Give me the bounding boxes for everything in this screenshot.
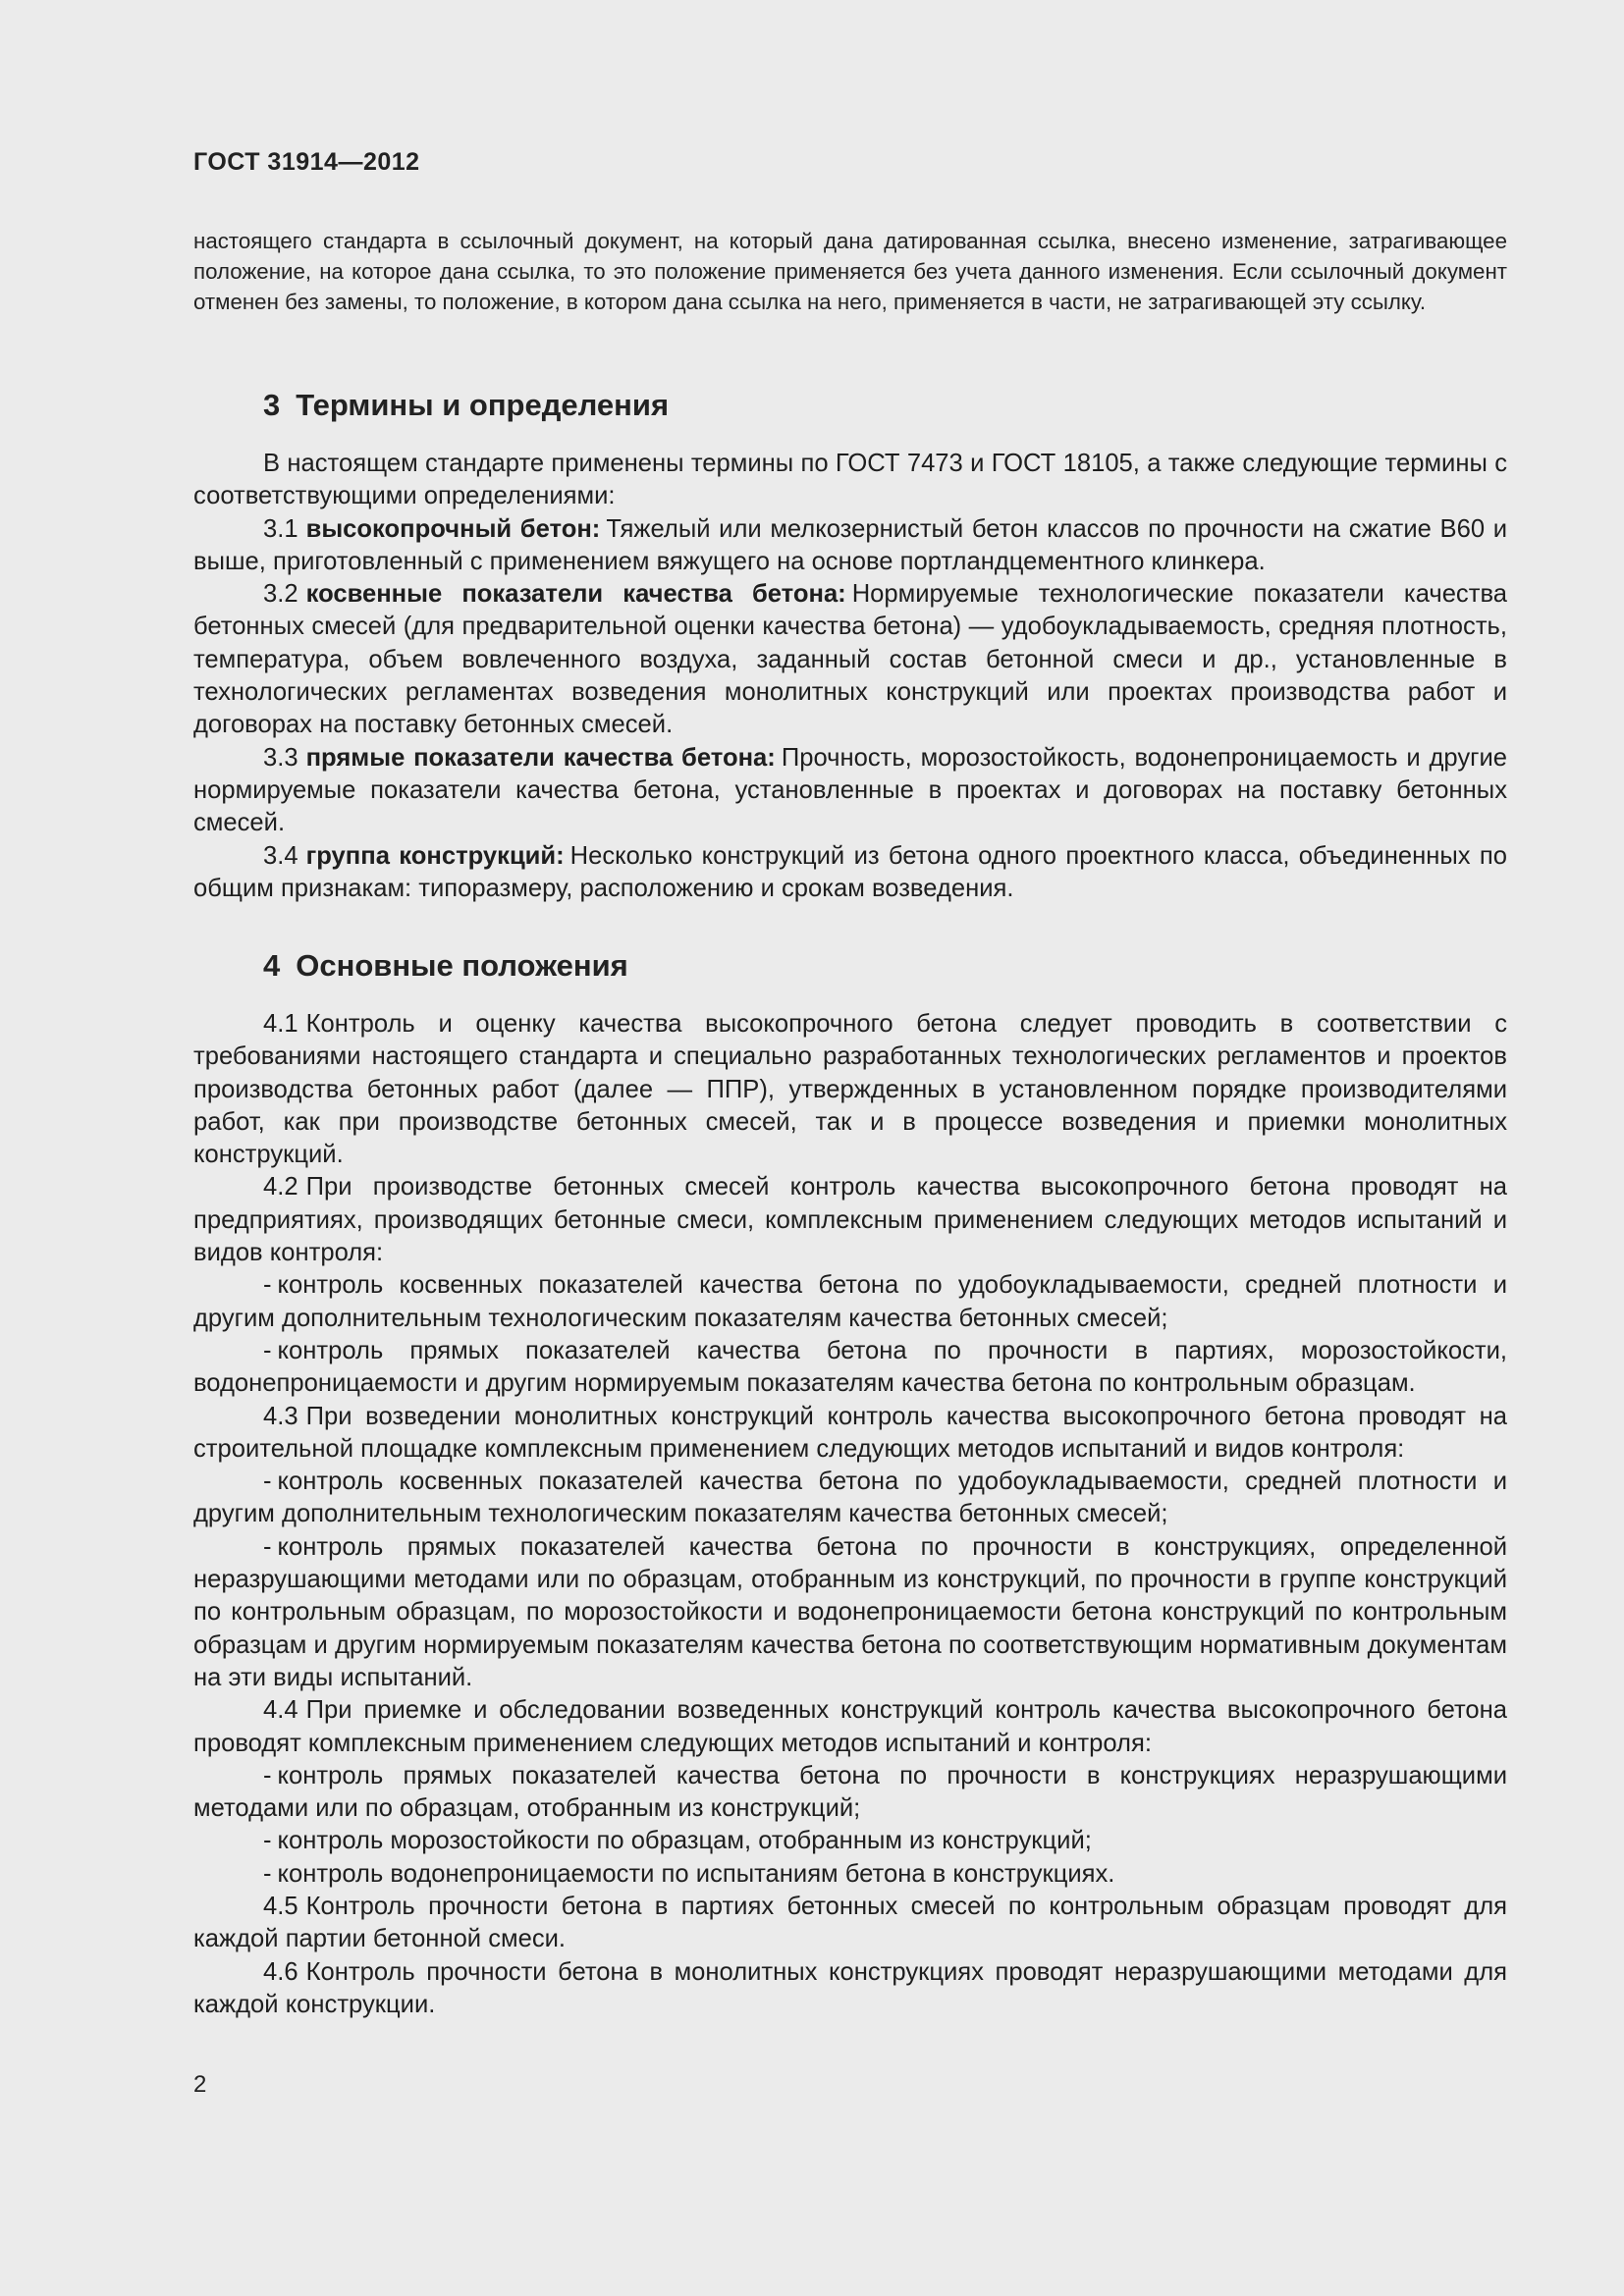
paragraph-text: Контроль прочности бетона в партиях бетонных смесей по контрольным образцам проводят для каждой партии бетонной смеси. — [193, 1893, 1507, 1953]
term-number: 3.2 — [263, 580, 298, 609]
paragraph-number: 4.5 — [263, 1893, 298, 1921]
section-4-body — [193, 1008, 1507, 2021]
paragraph-4-5 — [193, 1891, 1507, 1956]
intro-paragraph: настоящего стандарта в ссылочный документ, на который дана датированная ссылка, внесено изменение, затрагивающее положение, на которое дана ссылка, то это положение применяется без учета данного изменения. Если ссылочный документ отменен без замены, то положение, в котором дана ссылка на него, применяется в части, не затрагивающей эту ссылку. — [193, 229, 1507, 314]
term-name: косвенные показатели качества бетона: — [305, 580, 846, 609]
section-3-lead: В настоящем стандарте применены термины по ГОСТ 7473 и ГОСТ 18105, а также следующие термины с соответствующими определениями: — [193, 450, 1507, 510]
section-3-title: Термины и определения — [296, 388, 670, 422]
list-item — [193, 1269, 1507, 1335]
term-name: прямые показатели качества бетона: — [305, 743, 776, 772]
term-number: 3.3 — [263, 743, 298, 772]
paragraph-4-1 — [193, 1008, 1507, 1171]
document-id-header: ГОСТ 31914—2012 — [193, 148, 420, 176]
list-item — [193, 1466, 1507, 1531]
term-definition: Тяжелый или мелкозернистый бетон классов по прочности на сжатие В60 и выше, приготовленный с применением вяжущего на основе портландцементного клинкера. — [193, 514, 1507, 575]
list-dash: - — [263, 1761, 272, 1789]
section-3-number: 3 — [263, 388, 281, 422]
paragraph-4-4 — [193, 1694, 1507, 1760]
term-3-1 — [193, 513, 1507, 579]
term-3-3 — [193, 742, 1507, 840]
paragraph-number: 4.3 — [263, 1402, 298, 1430]
section-4-number: 4 — [263, 948, 281, 983]
paragraph-number: 4.6 — [263, 1957, 298, 1986]
list-dash: - — [263, 1532, 272, 1561]
term-number: 3.1 — [263, 514, 298, 543]
section-4-title: Основные положения — [296, 948, 628, 983]
list-item-text: контроль прямых показателей качества бетона по прочности в партиях, морозостойкости, водонепроницаемости и другим нормируемым показателям качества бетона по контрольным образцам. — [193, 1336, 1507, 1398]
list-item-text: контроль водонепроницаемости по испытаниям бетона в конструкциях. — [277, 1859, 1115, 1888]
paragraph-text: При производстве бетонных смесей контроль качества высокопрочного бетона проводят на предприятиях, производящих бетонные смеси, комплексным применением следующих методов испытаний и видов контроля: — [193, 1173, 1507, 1267]
list-item — [193, 1335, 1507, 1401]
paragraph-number: 4.4 — [263, 1696, 298, 1725]
section-3-heading — [263, 388, 669, 423]
list-dash: - — [263, 1271, 272, 1300]
term-number: 3.4 — [263, 841, 298, 870]
list-item-text: контроль косвенных показателей качества бетона по удобоукладываемости, средней плотности и другим дополнительным технологическим показателям качества бетонных смесей; — [193, 1468, 1507, 1528]
paragraph-text: Контроль и оценку качества высокопрочного бетона следует проводить в соответствии с требованиями настоящего стандарта и специально разработанных технологических регламентов и проектов производства бетонных работ (далее — ППР), утвержденных в установленном порядке производителями работ, как при производстве бетонных смесей, так и в процессе возведения и приемки монолитных конструкций. — [193, 1010, 1507, 1169]
term-3-4 — [193, 840, 1507, 906]
list-item — [193, 1825, 1507, 1857]
list-dash: - — [263, 1827, 272, 1855]
list-item-text: контроль прямых показателей качества бетона по прочности в конструкциях неразрушающими методами или по образцам, отобранным из конструкций; — [193, 1761, 1507, 1823]
page-number: 2 — [193, 2071, 207, 2098]
paragraph-number: 4.1 — [263, 1010, 298, 1038]
paragraph-number: 4.2 — [263, 1173, 298, 1201]
paragraph-4-3 — [193, 1401, 1507, 1467]
list-item — [193, 1760, 1507, 1826]
list-item-text: контроль прямых показателей качества бетона по прочности в конструкциях, определенной неразрушающими методами или по образцам, отобранным из конструкций, по прочности в группе конструкций по контрольным образцам, по морозостойкости и водонепроницаемости бетона конструкций по контрольным образцам и другим нормируемым показателям качества бетона по соответствующим нормативным документам на эти виды испытаний. — [193, 1532, 1507, 1691]
list-item-text: контроль морозостойкости по образцам, отобранным из конструкций; — [277, 1827, 1092, 1855]
list-dash: - — [263, 1468, 272, 1496]
paragraph-text: При возведении монолитных конструкций контроль качества высокопрочного бетона проводят на строительной площадке комплексным применением следующих методов испытаний и видов контроля: — [193, 1402, 1507, 1463]
paragraph-4-6 — [193, 1956, 1507, 2022]
term-definition: Несколько конструкций из бетона одного проектного класса, объединенных по общим признакам: типоразмеру, расположению и срокам возведения. — [193, 841, 1507, 902]
term-definition: Нормируемые технологические показатели качества бетонных смесей (для предварительной оценки качества бетона) — удобоукладываемость, средняя плотность, температура, объем вовлеченного воздуха, заданный состав бетонной смеси и др., установленные в технологических регламентах возведения монолитных конструкций или проектах производства работ и договорах на поставку бетонных смесей. — [193, 580, 1507, 739]
paragraph-4-2 — [193, 1171, 1507, 1269]
list-dash: - — [263, 1336, 272, 1364]
section-3-body — [193, 448, 1507, 905]
term-name: высокопрочный бетон: — [305, 514, 601, 543]
paragraph-text: При приемке и обследовании возведенных конструкций контроль качества высокопрочного бетона проводят комплексным применением следующих методов испытаний и контроля: — [193, 1696, 1507, 1757]
term-definition: Прочность, морозостойкость, водонепроницаемость и другие нормируемые показатели качества бетона, установленные в проектах и договорах на поставку бетонных смесей. — [193, 743, 1507, 837]
term-3-2 — [193, 578, 1507, 741]
list-item-text: контроль косвенных показателей качества бетона по удобоукладываемости, средней плотности и другим дополнительным технологическим показателям качества бетонных смесей; — [193, 1271, 1507, 1332]
section-4-heading — [263, 948, 628, 984]
paragraph-text: Контроль прочности бетона в монолитных конструкциях проводят неразрушающими методами для каждой конструкции. — [193, 1957, 1507, 2018]
list-dash: - — [263, 1859, 272, 1888]
term-name: группа конструкций: — [305, 841, 565, 870]
list-item — [193, 1531, 1507, 1694]
list-item — [193, 1858, 1507, 1891]
